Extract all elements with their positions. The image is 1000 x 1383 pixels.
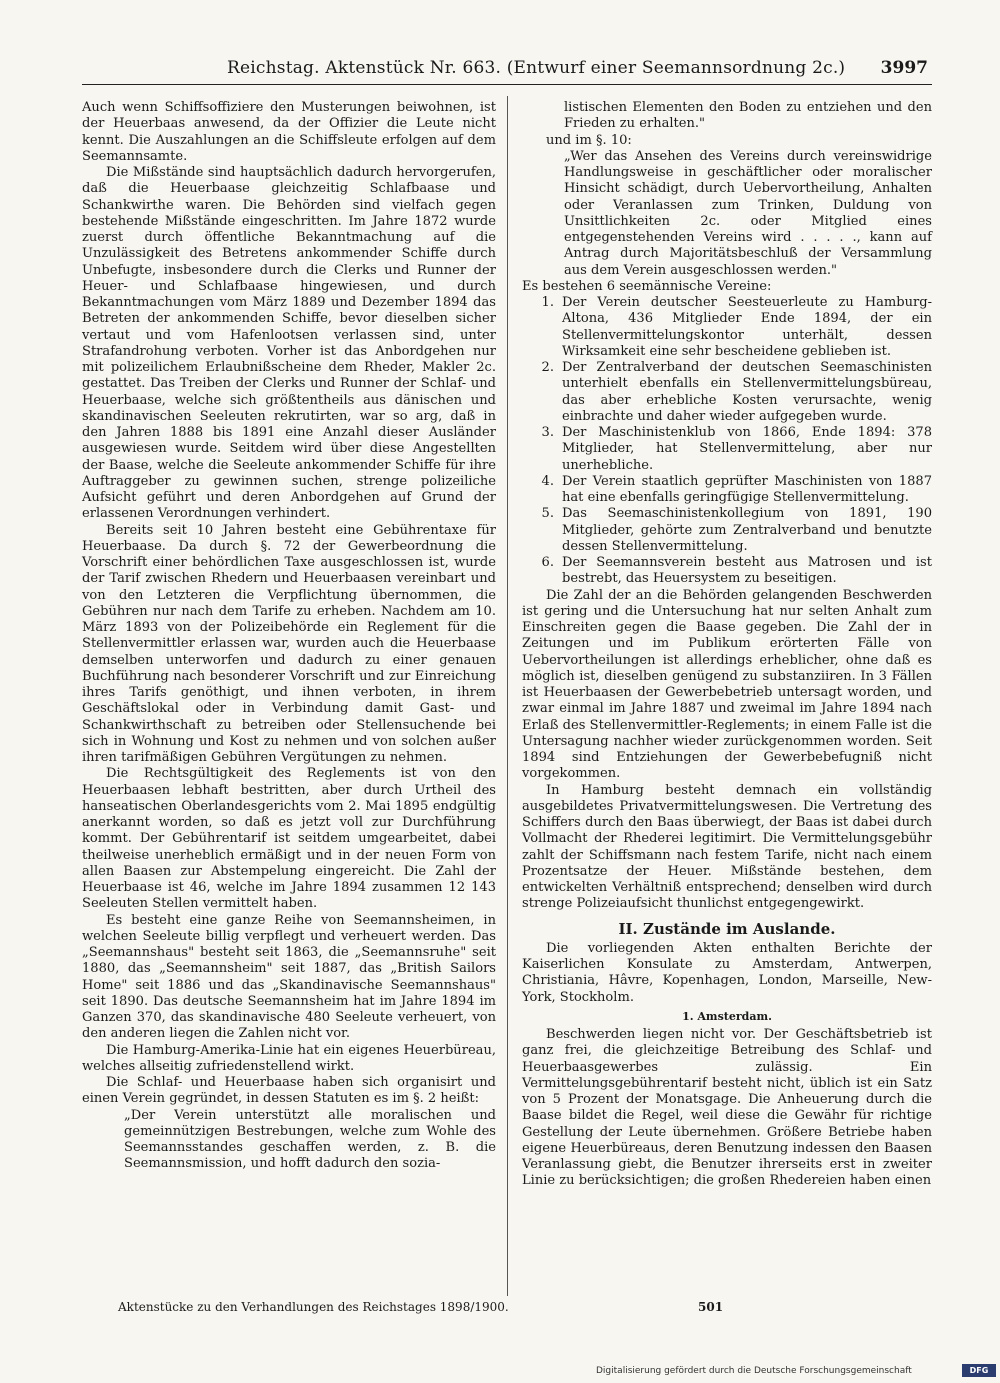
list-item-number: 3.	[541, 425, 554, 440]
list-item-text: Der Seemannsverein besteht aus Matrosen und ist bestrebt, das Heuersystem zu beseitigen.	[562, 555, 932, 587]
list-item	[522, 474, 932, 507]
left-column	[82, 100, 496, 1173]
section-heading: II. Zustände im Auslande.	[618, 919, 836, 938]
paragraph: Die Rechtsgültigkeit des Reglements ist von den Heuerbaasen lebhaft bestritten, aber durch Urtheil des hanseatischen Oberlandesgerichts vom 2. Mai 1895 endgültig anerkannt worden, so daß es jetzt voll zur Durchführung kommt. Der Gebührentarif ist seitdem umgearbeitet, dabei theilweise unerheblich ermäßigt und in der neuen Form von allen Baasen zur Abstempelung eingereicht. Die Zahl der Heuerbaase ist 46, welche im Jahre 1894 zusammen 12 143 Seeleuten Stellen vermittelt haben.	[82, 766, 496, 912]
list-item-number: 4.	[541, 473, 554, 489]
list-item	[522, 425, 932, 474]
dfg-logo: DFG	[962, 1364, 996, 1377]
list-item-text: Der Maschinistenklub von 1866, Ende 1894: 378 Mitglieder, hat Stellenvermittelung, aber nur unerhebliche.	[562, 425, 932, 473]
list-item-text: Das Seemaschinistenkollegium von 1891, 190 Mitglieder, gehörte zum Zentralverband und benutzte dessen Stellenvermittelung.	[562, 506, 932, 554]
running-header	[82, 58, 932, 85]
list-item-number: 5.	[541, 506, 554, 522]
statute-quote: „Der Verein unterstützt alle moralischen und gemeinnützigen Bestrebungen, welche zum Wohle des Seemannsstandes geschaffen werden, z. B. die Seemannsmission, und hofft dadurch den sozia-	[124, 1107, 496, 1172]
page-number: 3997	[880, 58, 928, 78]
footer-note: Aktenstücke zu den Verhandlungen des Reichstages 1898/1900.	[118, 1300, 509, 1314]
paragraph: Die Schlaf- und Heuerbaase haben sich organisirt und einen Verein gegründet, in dessen Statuten es im §. 2 heißt:	[82, 1075, 496, 1107]
list-item-text: Der Zentralverband der deutschen Seemaschinisten unterhielt ebenfalls ein Stellenvermittelungsbüreau, das aber erhebliche Kosten verursachte, wenig einbrachte und daher wieder aufgegeben wurde.	[562, 360, 932, 424]
list-item-text: Der Verein staatlich geprüfter Maschinisten von 1887 hat eine ebenfalls geringfügige Stellenvermittelung.	[562, 473, 932, 505]
sheet-number: 501	[698, 1300, 724, 1314]
list-item-number: 2.	[541, 360, 554, 375]
list-item-text: Der Verein deutscher Seesteuerleute zu Hamburg-Altona, 436 Mitglieder Ende 1894, der ein Stellenvermittelungskontor unterhält, dessen Wirksamkeit eine sehr bescheidene geblieben ist.	[562, 295, 932, 359]
list-item-number: 1.	[541, 295, 554, 310]
paragraph: und im §. 10:	[546, 132, 632, 148]
paragraph: Die vorliegenden Akten enthalten Berichte der Kaiserlichen Konsulate zu Amsterdam, Antwerpen, Christiania, Hâvre, Kopenhagen, London, Marseille, New-York, Stockholm.	[522, 940, 932, 1005]
list-item	[522, 295, 932, 360]
paragraph: In Hamburg besteht demnach ein vollständig ausgebildetes Privatvermittelungswesen. Die Vertretung des Schiffers durch den Baas überwiegt, der Baas ist dabei durch Vollmacht der Rhederei legitimirt. Die Vermittelungsgebühr zahlt der Schiffsmann nach festem Tarife, nicht nach einem Prozentsatze der Heuer. Mißstände bestehen, dem entwickelten Verhältniß entsprechend; denselben wird durch strenge Polizeiaufsicht thunlichst entgegengewirkt.	[522, 782, 932, 912]
header-title: Reichstag. Aktenstück Nr. 663. (Entwurf einer Seemannsordnung 2c.)	[227, 58, 846, 78]
paragraph: Die Mißstände sind hauptsächlich dadurch hervorgerufen, daß die Heuerbaase gleichzeitig Schlafbaase und Schankwirthe waren. Die Behörden sind vielfach gegen bestehende Mißstände eingeschritten. Im Jahre 1872 wurde zuerst durch öffentliche Bekanntmachung auf die Unzulässigkeit des Betretens ankommender Schiffe durch Unbefugte, insbesondere durch die Clerks und Runner der Heuer- und Schlafbaase hingewiesen, und durch Bekanntmachungen vom März 1889 und Dezember 1894 das Betreten der ankommenden Schiffe, bevor dieselben sicher vertaut und vom Hafenlootsen verlassen sind, unter Strafandrohung verboten. Vorher ist das Anbordgehen nur mit polizeilichem Erlaubnißscheine dem Rheder, Makler 2c. gestattet. Das Treiben der Clerks und Runner der Schlaf- und Heuerbaase, welche sich größtentheils aus dänischen und skandinavischen Seeleuten rekrutirten, war so arg, daß in den Jahren 1888 bis 1891 eine Anzahl dieser Ausländer ausgewiesen wurde. Seitdem wird über diese Angestellten der Baase, welche die Seeleute ankommender Schiffe für ihre Auftraggeber zu gewinnen suchen, strenge polizeiliche Aufsicht geführt und deren Anbordgehen auf Grund der erlassenen Verordnungen verhindert.	[82, 165, 496, 522]
list-intro: Es bestehen 6 seemännische Vereine:	[522, 278, 772, 294]
paragraph: Beschwerden liegen nicht vor. Der Geschäftsbetrieb ist ganz frei, die gleichzeitige Betreibung des Schlaf- und Heuerbaasgewerbes zulässig. Ein Vermittelungsgebührentarif besteht nicht, üblich ist ein Satz von 5 Prozent der Monatsgage. Die Anheuerung durch die Baase bildet die Regel, weil diese die Gewähr für richtige Gestellung der Leute übernehmen. Größere Betriebe haben eigene Heuerbüreaus, deren Benutzung indessen den Baasen Veranlassung giebt, die Benutzer ihrerseits erst in zweiter Linie zu berücksichtigen; die großen Rhedereien haben einen	[522, 1027, 932, 1189]
paragraph: Bereits seit 10 Jahren besteht eine Gebührentaxe für Heuerbaase. Da durch §. 72 der Gewerbeordnung die Vorschrift einer behördlichen Taxe ausgeschlossen ist, wurde der Tarif zwischen Rhedern und Heuerbaasen vereinbart und von den Letzteren die Verpflichtung übernommen, die Gebühren nur nach dem Tarife zu erheben. Nachdem am 10. März 1893 von der Polizeibehörde ein Reglement für die Stellenvermittler erlassen war, wurden auch die Heuerbaase demselben unterworfen und dadurch zu einer genauen Buchführung nach besonderer Vorschrift und zur Einreichung ihres Tarifs genöthigt, und ihnen verboten, in ihrem Geschäftslokal oder in Verbindung damit Gast- und Schankwirthschaft zu betreiben oder Stellensuchende bei sich in Wohnung und Kost zu nehmen und von solchen außer ihren tarifmäßigen Gebühren Vergütungen zu nehmen.	[82, 522, 496, 765]
list-item	[522, 360, 932, 425]
list-item	[522, 506, 932, 555]
association-list	[522, 295, 932, 588]
paragraph: Auch wenn Schiffsoffiziere den Musterungen beiwohnen, ist der Heuerbaas anwesend, da der Offizier die Leute nicht kennt. Die Auszahlungen an die Schiffsleute erfolgen auf dem Seemannsamte.	[82, 100, 496, 164]
subsection-heading: 1. Amsterdam.	[682, 1009, 772, 1023]
list-item	[522, 555, 932, 588]
paragraph: Die Zahl der an die Behörden gelangenden Beschwerden ist gering und die Untersuchung hat nur selten Anhalt zum Einschreiten gegen die Baase gegeben. Die Zahl der in Zeitungen und im Publikum erörterten Fälle von Uebervortheilungen ist allerdings erheblicher, ohne daß es möglich ist, dieselben genügend zu substanziiren. In 3 Fällen ist Heuerbaasen der Gewerbebetrieb untersagt worden, und zwar einmal im Jahre 1887 und zweimal im Jahre 1894 nach Erlaß des Stellenvermittler-Reglements; in einem Falle ist die Untersagung nachher wieder zurückgenommen worden. Seit 1894 sind Entziehungen der Gewerbebefugniß nicht vorgekommen.	[522, 587, 932, 782]
paragraph: Die Hamburg-Amerika-Linie hat ein eigenes Heuerbüreau, welches allseitig zufriedenstellend wirkt.	[82, 1042, 496, 1074]
statute-quote: „Wer das Ansehen des Vereins durch vereinswidrige Handlungsweise in geschäftlicher oder moralischer Hinsicht schädigt, durch Uebervortheilung, Anhalten oder Veranlassen zum Trinken, Duldung von Unsittlichkeiten 2c. oder Mitglied eines entgegenstehenden Vereins wird . . . . ., kann auf Antrag durch Majoritätsbeschluß der Versammlung aus dem Verein ausgeschlossen werden."	[564, 148, 932, 278]
list-item-number: 6.	[541, 555, 554, 570]
paragraph: Es besteht eine ganze Reihe von Seemannsheimen, in welchen Seeleute billig verpflegt und verheuert werden. Das „Seemannshaus" besteht seit 1863, die „Seemannsruhe" seit 1880, das „Seemannsheim" seit 1887, das „British Sailors Home" seit 1886 und das „Skandinavische Seemannshaus" seit 1890. Das deutsche Seemannsheim hat im Jahre 1894 im Ganzen 370, das skandinavische 480 Seeleute verheuert, von den anderen liegen die Zahlen nicht vor.	[82, 912, 496, 1042]
statute-quote-continued: listischen Elementen den Boden zu entziehen und den Frieden zu erhalten."	[564, 100, 932, 132]
right-column	[522, 100, 932, 1190]
digitization-credit: Digitalisierung gefördert durch die Deutsche Forschungsgemeinschaft	[596, 1366, 912, 1376]
column-divider	[507, 96, 508, 1296]
